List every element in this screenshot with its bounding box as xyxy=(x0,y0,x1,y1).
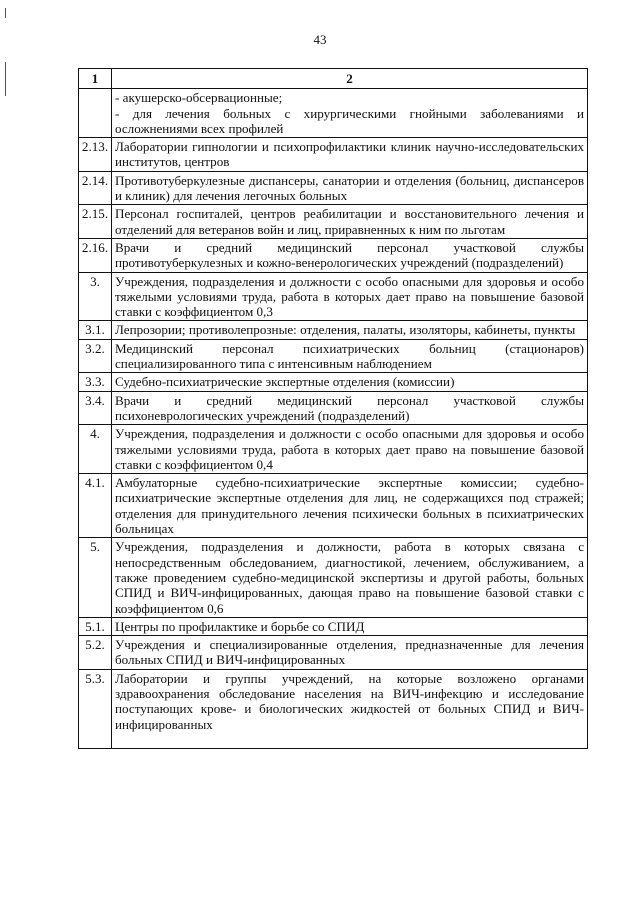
scan-edge-mark-top xyxy=(5,8,6,18)
row-number-cell: 3.4. xyxy=(79,391,112,425)
table-row xyxy=(79,373,588,391)
description-text: Амбулаторные судебно-психиатрические экспертные комиссии; судебно-психиатрические экспертные отделения для лиц, не содержащихся под стражей; отделения для принудительного лечения психически больных в психиатрических больницах xyxy=(115,475,584,537)
table-row xyxy=(79,636,588,670)
row-number-cell: 3.2. xyxy=(79,339,112,373)
row-description-cell xyxy=(112,205,588,239)
table-row xyxy=(79,272,588,321)
description-text: - для лечения больных с хирургическими гнойными заболеваниями и осложнениями всех профилей xyxy=(115,105,584,136)
row-description-cell xyxy=(112,669,588,748)
description-text: Учреждения и специализированные отделения, предназначенные для лечения больных СПИД и ВИЧ-инфицированных xyxy=(115,637,584,668)
description-text: Учреждения, подразделения и должности с особо опасными для здоровья и особо тяжелыми условиями труда, работа в которых дает право на повышение базовой ставки с коэффициентом 0,3 xyxy=(115,273,584,320)
row-number-cell: 4. xyxy=(79,425,112,474)
row-number-cell: 2.13. xyxy=(79,138,112,172)
header-col-2: 2 xyxy=(112,69,588,89)
table-row xyxy=(79,339,588,373)
row-description-cell xyxy=(112,636,588,670)
table-row xyxy=(79,238,588,272)
row-description-cell xyxy=(112,89,588,138)
row-number-cell: 5.3. xyxy=(79,669,112,748)
coefficient-table xyxy=(78,68,588,749)
row-number-cell: 3. xyxy=(79,272,112,321)
row-description-cell xyxy=(112,238,588,272)
scan-edge-mark-middle xyxy=(5,62,6,96)
row-description-cell xyxy=(112,321,588,339)
main-table-container xyxy=(78,68,588,749)
row-description-cell xyxy=(112,138,588,172)
description-text: Медицинский персонал психиатрических больниц (стационаров) специализированного типа с интенсивным наблюдением xyxy=(115,340,584,372)
description-text: - акушерско-обсервационные; xyxy=(115,90,283,106)
table-row xyxy=(79,425,588,474)
row-description-cell xyxy=(112,474,588,538)
row-description-cell xyxy=(112,339,588,373)
row-description-cell xyxy=(112,272,588,321)
row-number-cell xyxy=(79,89,112,138)
table-row xyxy=(79,321,588,339)
table-row xyxy=(79,205,588,239)
description-text: Лаборатории гипнологии и психопрофилактики клиник научно-исследовательских институтов, центров xyxy=(115,139,584,170)
row-number-cell: 5.2. xyxy=(79,636,112,670)
table-row xyxy=(79,391,588,425)
description-text: Врачи и средний медицинский персонал участковой службы психоневрологических учреждений (подразделений) xyxy=(115,392,584,423)
table-row xyxy=(79,538,588,617)
row-number-cell: 2.14. xyxy=(79,171,112,205)
description-text: Учреждения, подразделения и должности с особо опасными для здоровья и особо тяжелыми условиями труда, работа в которых дает право на повышение базовой ставки с коэффициентом 0,4 xyxy=(115,426,584,472)
row-number-cell: 3.3. xyxy=(79,373,112,391)
table-body xyxy=(79,89,588,748)
row-description-cell xyxy=(112,425,588,474)
header-col-1: 1 xyxy=(79,69,112,89)
row-number-cell: 5. xyxy=(79,538,112,617)
table-header-row xyxy=(79,69,588,89)
description-text: Учреждения, подразделения и должности, работа в которых связана с непосредственным обследованием, диагностикой, лечением, обслуживанием, а также проведением судебно-медицинской экспертизы и другой работы, больных СПИД и ВИЧ-инфицированных, дающая право на повышение базовой ставки с коэффициентом 0,6 xyxy=(115,539,584,616)
row-number-cell: 2.15. xyxy=(79,205,112,239)
row-number-cell: 4.1. xyxy=(79,474,112,538)
table-row xyxy=(79,89,588,138)
description-text: Лаборатории и группы учреждений, на которые возложено органами здравоохранения обследование населения на ВИЧ-инфекцию и исследование поступающих крове- и биологических жидкостей от больных СПИД и ВИЧ-инфицированных xyxy=(115,670,584,732)
description-text: Судебно-психиатрические экспертные отделения (комиссии) xyxy=(115,374,455,390)
row-description-cell xyxy=(112,171,588,205)
row-number-cell: 5.1. xyxy=(79,617,112,635)
row-number-cell: 3.1. xyxy=(79,321,112,339)
table-row xyxy=(79,474,588,538)
description-text: Центры по профилактике и борьбе со СПИД xyxy=(115,618,365,634)
table-row xyxy=(79,138,588,172)
row-description-cell xyxy=(112,373,588,391)
table-row xyxy=(79,171,588,205)
row-description-cell xyxy=(112,391,588,425)
row-description-cell xyxy=(112,617,588,635)
description-text: Противотуберкулезные диспансеры, санатории и отделения (больниц, диспансеров и клиник) для лечения легочных больных xyxy=(115,172,584,204)
table-row xyxy=(79,617,588,635)
description-text: Лепрозории; противолепрозные: отделения, палаты, изоляторы, кабинеты, пункты xyxy=(115,322,576,338)
description-text: Врачи и средний медицинский персонал участковой службы противотуберкулезных и кожно-венерологических учреждений (подразделений) xyxy=(115,239,584,271)
row-description-cell xyxy=(112,538,588,617)
page-number: 43 xyxy=(313,32,327,47)
table-row xyxy=(79,669,588,748)
row-number-cell: 2.16. xyxy=(79,238,112,272)
description-text: Персонал госпиталей, центров реабилитации и восстановительного лечения и отделений для ветеранов войн и лиц, приравненных к ним по льготам xyxy=(115,206,584,237)
